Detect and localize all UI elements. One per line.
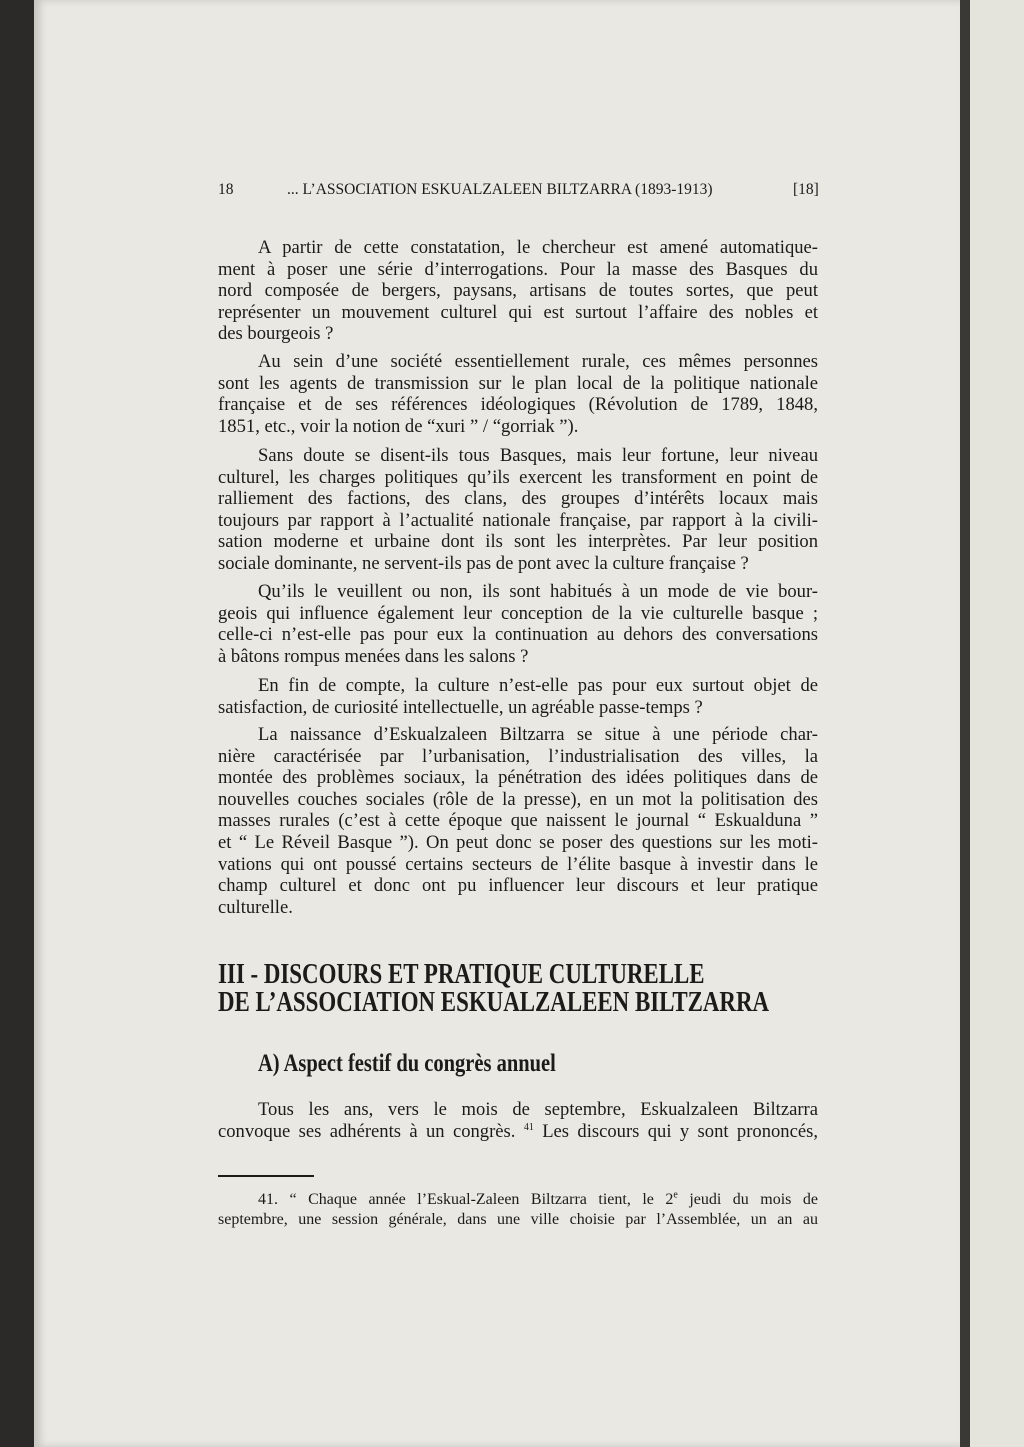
- footnote-line: septembre, une session générale, dans une ville choisie par l’Assemblée, un an au: [218, 1210, 818, 1228]
- footnote: [218, 1190, 818, 1229]
- text-fragment: Les discours qui y sont prononcés,: [542, 1120, 818, 1142]
- text-line: sociale dominante, ne servent-ils pas de pont avec la culture française ?: [218, 552, 749, 574]
- text-line: représenter un mouvement culturel qui est surtout l’affaire des nobles et: [218, 301, 818, 323]
- text-line: nord composée de bergers, paysans, artisans de toutes sortes, que peut: [218, 280, 818, 302]
- text-line: montée des problèmes sociaux, la pénétration des idées politiques dans de: [218, 767, 818, 789]
- text-line: toujours par rapport à l’actualité nationale française, par rapport à la civili-: [218, 509, 818, 531]
- paragraph: [218, 581, 818, 667]
- section-heading-line-1: III - DISCOURS ET PRATIQUE CULTURELLE: [218, 958, 705, 990]
- text-line: [218, 1121, 818, 1143]
- text-line: culturelle.: [218, 896, 293, 918]
- text-line: La naissance d’Eskualzaleen Biltzarra se situe à une période char-: [258, 724, 818, 745]
- text-line: masses rurales (c’est à cette époque que naissent le journal “ Eskualduna ”: [218, 810, 818, 832]
- section-heading-line-2: DE L’ASSOCIATION ESKUALZALEEN BILTZARRA: [218, 986, 770, 1018]
- text-line: champ culturel et donc ont pu influencer leur discours et leur pratique: [218, 875, 818, 897]
- footnote-reference[interactable]: 41: [523, 1121, 534, 1133]
- text-line: ralliement des factions, des clans, des groupes d’intérêts locaux mais: [218, 488, 818, 510]
- text-fragment: jeudi du mois de: [689, 1191, 819, 1208]
- paragraph: [218, 1099, 818, 1142]
- text-line: A partir de cette constatation, le chercheur est amené automatique-: [258, 237, 818, 258]
- text-line: ment à poser une série d’interrogations. Pour la masse des Basques du: [218, 258, 818, 280]
- text-line: 1851, etc., voir la notion de “xuri ” / “gorriak ”).: [218, 415, 579, 437]
- book-gutter: [960, 0, 970, 1447]
- text-line: Tous les ans, vers le mois de septembre, Eskualzaleen Biltzarra: [258, 1099, 818, 1120]
- bracket-page-number: [18]: [793, 181, 819, 198]
- paragraph: [218, 675, 818, 718]
- text-fragment: 41. “ Chaque année l’Eskual-Zaleen Biltzarra tient, le 2: [258, 1191, 674, 1208]
- text-line: En fin de compte, la culture n’est-elle pas pour eux surtout objet de: [258, 675, 818, 696]
- paragraph: [218, 445, 818, 575]
- text-fragment: convoque ses adhérents à un congrès.: [218, 1120, 516, 1142]
- paragraph: [218, 724, 818, 918]
- text-line: française et de ses références idéologiques (Révolution de 1789, 1848,: [218, 394, 818, 416]
- text-line: sont les agents de transmission sur le plan local de la politique nationale: [218, 372, 818, 394]
- text-line: culturel, les charges politiques qu’ils exercent les transforment en point de: [218, 466, 818, 488]
- text-line: Qu’ils le veuillent ou non, ils sont habitués à un mode de vie bour-: [258, 581, 818, 602]
- text-line: vations qui ont poussé certains secteurs de l’élite basque à investir dans le: [218, 853, 818, 875]
- text-line: sation moderne et urbaine dont ils sont les interprètes. Par leur position: [218, 531, 818, 553]
- superscript: e: [673, 1189, 678, 1201]
- text-line: et “ Le Réveil Basque ”). On peut donc se poser des questions sur les moti-: [218, 831, 818, 853]
- footnote-line: [218, 1190, 818, 1210]
- paragraph: [218, 351, 818, 437]
- text-line: geois qui influence également leur conception de la vie culturelle basque ;: [218, 602, 818, 624]
- subsection-heading: A) Aspect festif du congrès annuel: [258, 1050, 556, 1077]
- text-line: Au sein d’une société essentiellement rurale, ces mêmes personnes: [258, 351, 818, 372]
- facing-page-edge: [970, 0, 1024, 1447]
- page-number: 18: [218, 181, 234, 198]
- running-title: ... L’ASSOCIATION ESKUALZALEEN BILTZARRA (1893-1913): [287, 181, 713, 198]
- text-line: à bâtons rompus menées dans les salons ?: [218, 645, 529, 667]
- text-line: des bourgeois ?: [218, 323, 334, 345]
- text-line: celle-ci n’est-elle pas pour eux la continuation au dehors des conversations: [218, 624, 818, 646]
- text-line: nière caractérisée par l’urbanisation, l’industrialisation des villes, la: [218, 745, 818, 767]
- text-line: nouvelles couches sociales (rôle de la presse), en un mot la politisation des: [218, 788, 818, 810]
- paragraph: [218, 237, 818, 345]
- footnote-separator: [218, 1175, 314, 1177]
- text-line: satisfaction, de curiosité intellectuelle, un agréable passe-temps ?: [218, 696, 703, 718]
- text-line: Sans doute se disent-ils tous Basques, mais leur fortune, leur niveau: [258, 445, 818, 466]
